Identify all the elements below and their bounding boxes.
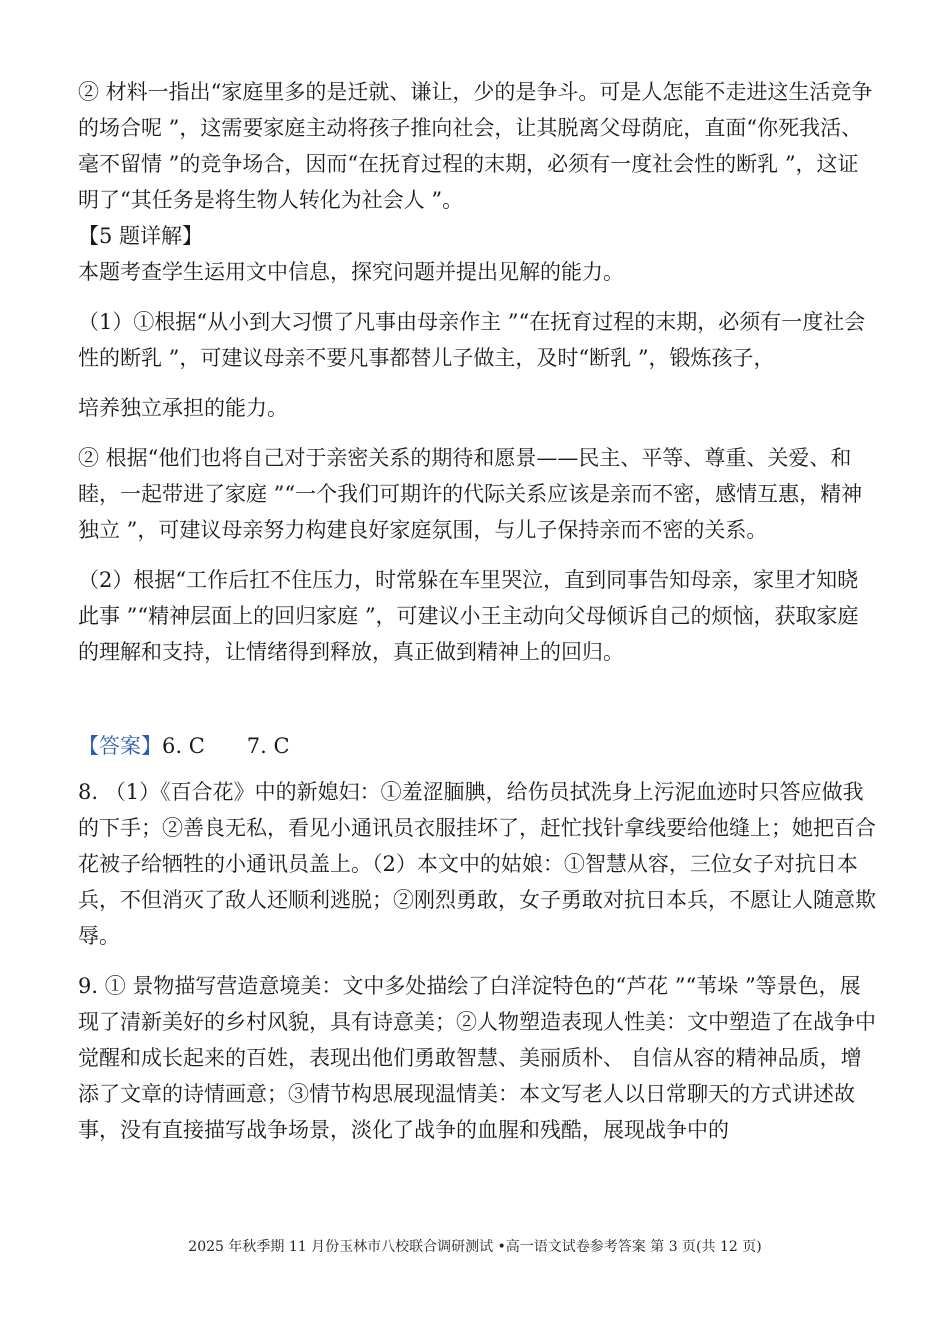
- answer-text: 6. C 7. C: [162, 734, 290, 758]
- paragraph-material-analysis: ② 材料一指出“家庭里多的是迁就、谦让，少的是争斗。可是人怎能不走进这生活竞争的场合呢 ”，这需要家庭主动将孩子推向社会，让其脱离父母荫庇，直面“你死我活、毫不留情 ”的竞争场合，因而“在抚育过程的末期，必须有一度社会性的断乳 ”，这证明了“其任务是将生物人转化为社会人 ”。: [78, 80, 873, 212]
- answer-tag: 【答案】: [78, 734, 162, 758]
- paragraph-q5-point2: ② 根据“他们也将自己对于亲密关系的期待和愿景——民主、平等、尊重、关爱、和睦，一起带进了家庭 ”“一个我们可期许的代际关系应该是亲而不密，感情互惠，精神独立 ”，可建议母亲努力构建良好家庭氛围，与儿子保持亲而不密的关系。: [78, 446, 863, 542]
- section-heading-q5: 【5 题详解】: [78, 224, 204, 248]
- page-footer: 2025 年秋季期 11 月份玉林市八校联合调研测试 •高一语文试卷参考答案 第 3 页(共 12 页): [188, 1239, 762, 1255]
- paragraph-q5-intro: 本题考查学生运用文中信息，探究问题并提出见解的能力。: [78, 260, 624, 284]
- paragraph-q5-part2: （2）根据“工作后扛不住压力，时常躲在车里哭泣，直到同事告知母亲，家里才知晓此事 ”“精神层面上的回归家庭 ”，可建议小王主动向父母倾诉自己的烦恼，获取家庭的理解和支持，让情绪得到释放，真正做到精神上的回归。: [78, 568, 859, 664]
- paragraph-q5-part1-cont: 培养独立承担的能力。: [78, 396, 288, 420]
- paragraph-q5-part1: （1）①根据“从小到大习惯了凡事由母亲作主 ”“在抚育过程的末期，必须有一度社会性的断乳 ”，可建议母亲不要凡事都替儿子做主，及时“断乳 ”，锻炼孩子，: [78, 310, 866, 370]
- paragraph-q8: 8. （1）《百合花》中的新媳妇：①羞涩腼腆，给伤员拭洗身上污泥血迹时只答应做我的下手；②善良无私，看见小通讯员衣服挂坏了，赶忙找针拿线要给他缝上；她把百合花被子给牺牲的小通讯员盖上。（2）本文中的姑娘：①智慧从容，三位女子对抗日本兵，不但消灭了敌人还顺利逃脱；②刚烈勇敢，女子勇敢对抗日本兵，不愿让人随意欺辱。: [78, 780, 876, 948]
- document-body: [78, 74, 878, 1148]
- paragraph-q9: 9. ① 景物描写营造意境美：文中多处描绘了白洋淀特色的“芦花 ”“苇垛 ”等景色，展现了清新美好的乡村风貌，具有诗意美；②人物塑造表现人性美：文中塑造了在战争中觉醒和成长起来的百姓，表现出他们勇敢智慧、美丽质朴、 自信从容的精神品质，增添了文章的诗情画意；③情节构思展现温情美：本文写老人以日常聊天的方式讲述故事，没有直接描写战争场景，淡化了战争的血腥和残酷，展现战争中的: [78, 974, 876, 1142]
- answer-line: [78, 728, 878, 764]
